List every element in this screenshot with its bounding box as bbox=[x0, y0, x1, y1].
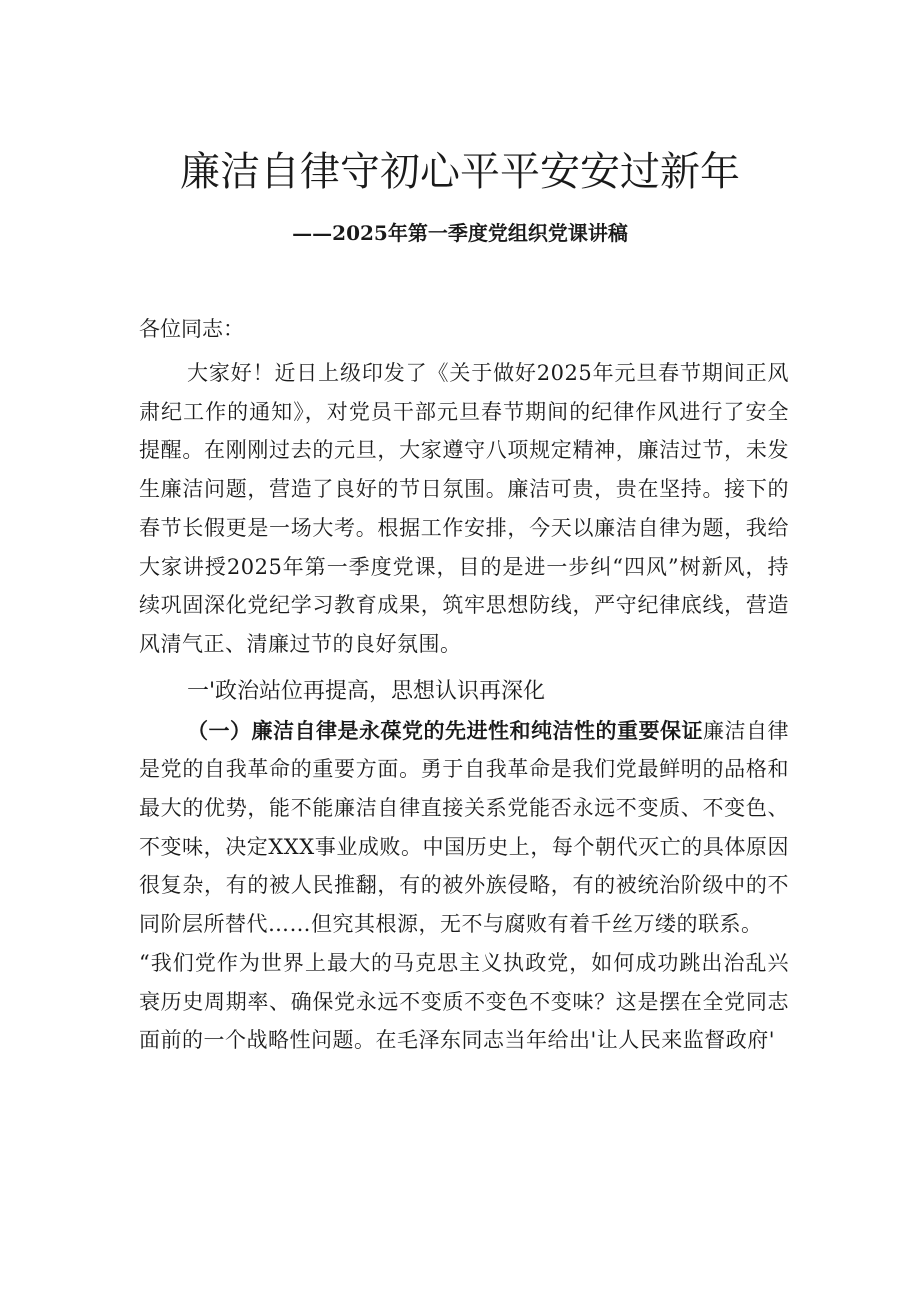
document-body bbox=[139, 310, 789, 1060]
paragraph-quote: “我们党作为世界上最大的马克思主义执政党，如何成功跳出治乱兴衰历史周期率、确保党永远不变质不变色不变味？这是摆在全党同志面前的一个战略性问题。在毛泽东同志当年给出'让人民来监督政府' bbox=[139, 950, 789, 1053]
paragraph-section-1-body: 廉洁自律是党的自我革命的重要方面。勇于自我革命是我们党最鲜明的品格和最大的优势，能不能廉洁自律直接关系党能否永远不变质、不变色、不变味，决定XXX事业成败。中国历史上，每个朝代灭亡的具体原因很复杂，有的被人民推翻，有的被外族侵略，有的被统治阶级中的不同阶层所替代……但究其根源，无不与腐败有着千丝万缕的联系。 bbox=[139, 718, 789, 937]
greeting: 各位同志： bbox=[139, 317, 244, 341]
paragraph-section-1 bbox=[139, 712, 789, 944]
paragraph-intro: 大家好！近日上级印发了《关于做好2025年元旦春节期间正风肃纪工作的通知》，对党员干部元旦春节期间的纪律作风进行了安全提醒。在刚刚过去的元旦，大家遵守八项规定精神，廉洁过节，未发生廉洁问题，营造了良好的节日氛围。廉洁可贵，贵在坚持。接下的春节长假更是一场大考。根据工作安排，今天以廉洁自律为题，我给大家讲授2025年第一季度党课，目的是进一步纠“四风”树新风，持续巩固深化党纪学习教育成果，筑牢思想防线，严守纪律底线，营造风清气正、清廉过节的良好氛围。 bbox=[139, 361, 789, 656]
subsection-heading-1: （一）廉洁自律是永葆党的先进性和纯洁性的重要保证 bbox=[187, 717, 703, 743]
document-subtitle: ——2025年第一季度党组织党课讲稿 bbox=[292, 221, 628, 245]
document-title: 廉洁自律守初心平平安安过新年 bbox=[180, 149, 740, 195]
section-heading-1: 一'政治站位再提高，思想认识再深化 bbox=[187, 678, 546, 704]
